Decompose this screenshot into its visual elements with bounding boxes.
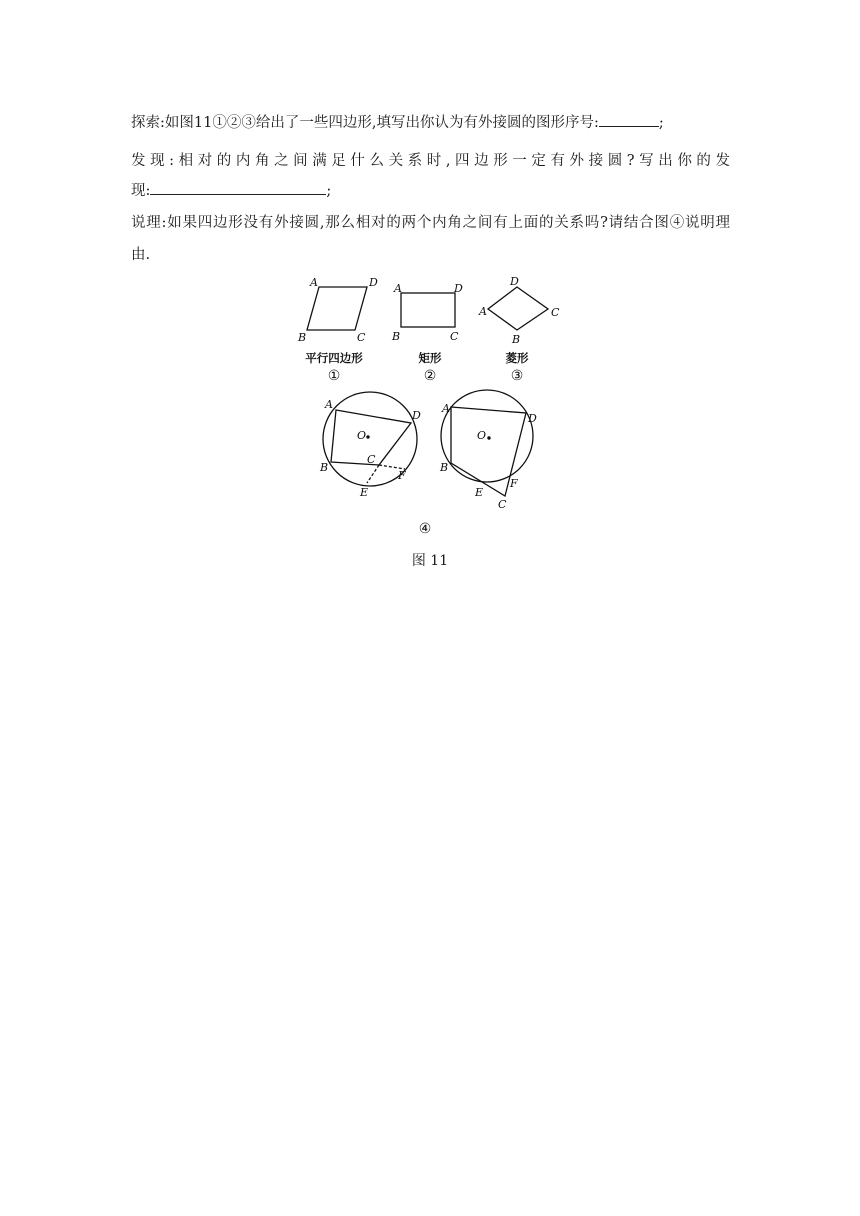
label-o-4r: O [477,429,487,442]
extension-line-left-2 [367,465,379,483]
center-dot-right [487,436,490,439]
rhombus-shape [488,287,548,330]
label-c-4l: C [367,453,376,466]
circumcircle-right [441,390,533,482]
figure-11 [0,270,860,550]
discover-question-line2: 现: ; [131,180,331,201]
label-d-3: D [510,275,519,288]
caption-rhombus: 菱形 [505,351,529,365]
answer-blank-2[interactable] [150,180,326,195]
discover-question-line1: 发现:相对的内角之间满足什么关系时,四边形一定有外接圆?写出你的发 [131,153,730,169]
label-o-4l: O [357,429,367,442]
rectangle-shape [401,293,455,327]
explain-question-line2: 由. [131,247,151,263]
label-b-4r: B [440,461,449,474]
label-c-4r: C [498,498,507,511]
label-b-3: B [512,333,521,346]
caption-rectangle: 矩形 [418,351,442,365]
explain-question-line1: 说理:如果四边形没有外接圆,那么相对的两个内角之间有上面的关系吗?请结合图④说明理 [131,215,730,231]
center-dot-left [366,435,369,438]
label-b-4l: B [320,461,329,474]
label-d-4r: D [528,412,537,425]
label-f-4l: F [398,469,406,482]
parallelogram-shape [307,287,367,330]
label-e-4r: E [475,486,484,499]
label-a-4r: A [442,402,450,415]
number-4: ④ [418,521,432,537]
label-d-4l: D [412,409,421,422]
label-a-1: A [310,276,318,289]
label-f-4r: F [510,477,518,490]
label-e-4l: E [360,486,369,499]
number-3: ③ [510,368,524,384]
label-a-3: A [479,305,487,318]
label-a-2: A [394,282,402,295]
label-b-1: B [298,331,307,344]
label-d-1: D [369,276,378,289]
label-c-1: C [357,331,366,344]
explore-question: 探索:如图11①②③给出了一些四边形,填写出你认为有外接圆的图形序号: ; [131,112,664,133]
figure-caption: 图 11 [411,553,449,569]
caption-parallelogram: 平行四边形 [305,351,363,365]
answer-blank-1[interactable] [599,112,659,127]
label-c-3: C [551,306,560,319]
number-2: ② [423,368,437,384]
number-1: ① [327,368,341,384]
explore-text: 如图11①②③给出了一些四边形,填写出你认为有外接圆的图形序号: [164,115,599,131]
label-a-4l: A [325,398,333,411]
explore-prefix: 探索: [131,115,165,131]
label-c-2: C [450,330,459,343]
label-b-2: B [392,330,401,343]
label-d-2: D [454,282,463,295]
